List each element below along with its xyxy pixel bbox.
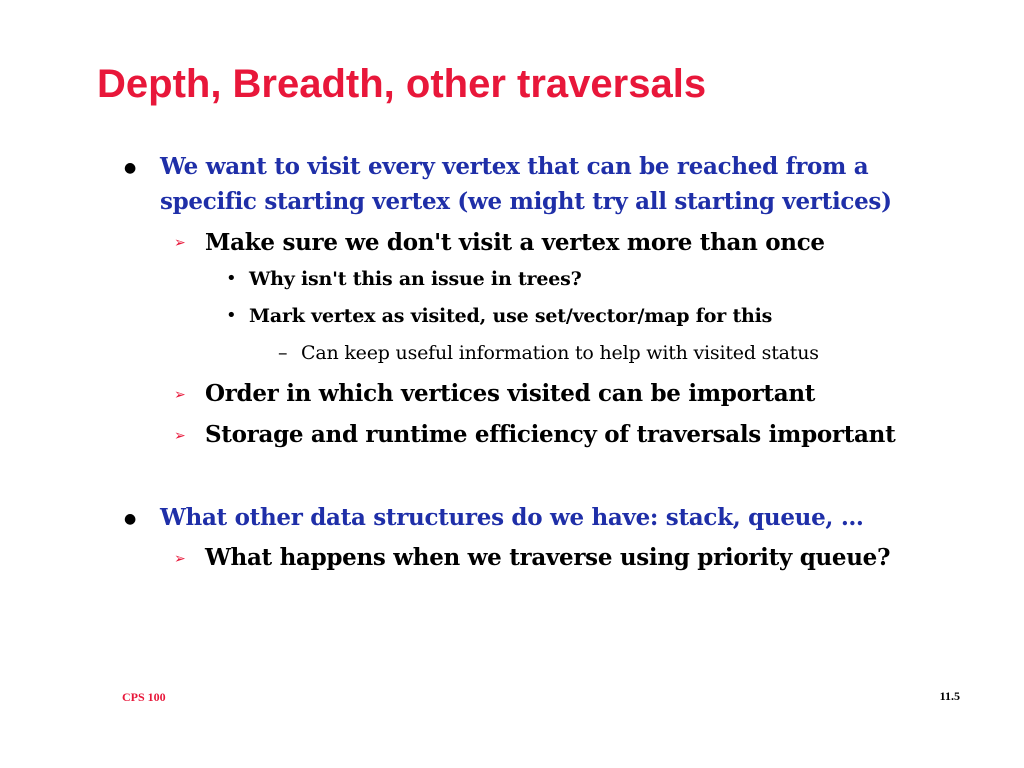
sub-sub-bullet-1: Why isn't this an issue in trees? <box>249 268 582 290</box>
small-bullet-icon: • <box>226 305 237 326</box>
dash-bullet-icon: – <box>278 342 288 364</box>
bullet-dot-icon: ● <box>124 160 137 176</box>
sub-bullet-4: What happens when we traverse using priority queue? <box>205 544 891 571</box>
bullet-2: What other data structures do we have: stack, queue, … <box>160 504 864 531</box>
bullet-dot-icon: ● <box>124 511 137 527</box>
sub-sub-bullet-2: Mark vertex as visited, use set/vector/map for this <box>249 305 773 327</box>
bullet-1-line-1: We want to visit every vertex that can be reached from a <box>160 153 869 180</box>
footer-course: CPS 100 <box>122 690 166 704</box>
level-4-bullet: Can keep useful information to help with visited status <box>301 342 819 364</box>
footer-page-number: 11.5 <box>939 689 960 703</box>
arrow-bullet-icon: ➢ <box>174 235 186 251</box>
arrow-bullet-icon: ➢ <box>174 428 186 444</box>
slide-title: Depth, Breadth, other traversals <box>97 62 707 106</box>
arrow-bullet-icon: ➢ <box>174 387 186 403</box>
sub-bullet-3: Storage and runtime efficiency of traversals important <box>205 421 896 448</box>
bullet-1-line-2: specific starting vertex (we might try all starting vertices) <box>160 188 892 215</box>
small-bullet-icon: • <box>226 268 237 289</box>
arrow-bullet-icon: ➢ <box>174 551 186 567</box>
sub-bullet-2: Order in which vertices visited can be important <box>205 380 816 407</box>
sub-bullet-1: Make sure we don't visit a vertex more than once <box>205 229 825 256</box>
